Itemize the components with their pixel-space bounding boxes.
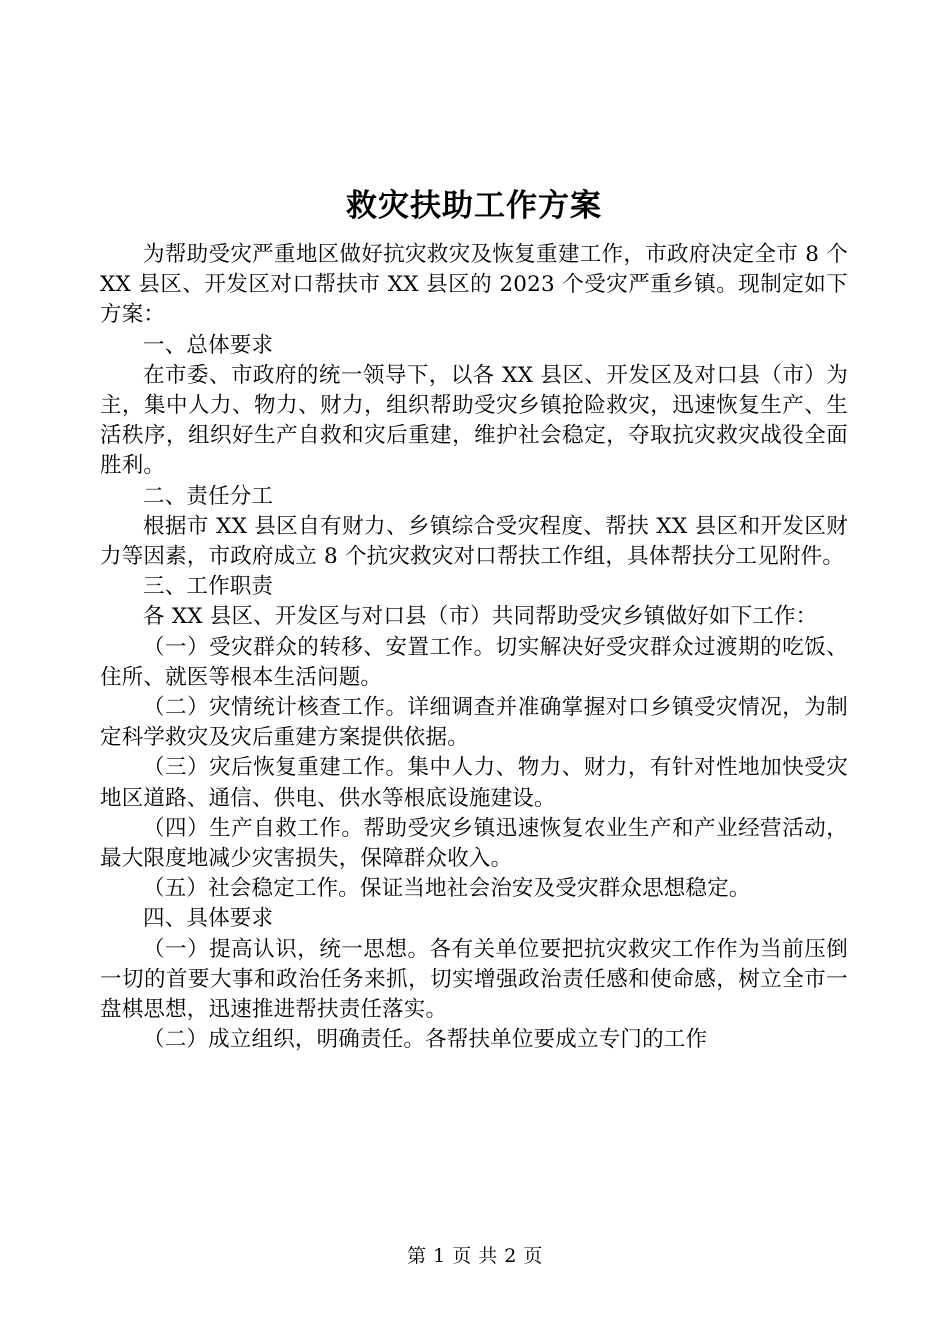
section-heading: 一、总体要求	[143, 332, 274, 358]
body-paragraph: 根据市 XX 县区自有财力、乡镇综合受灾程度、帮扶 XX 县区和开发区财力等因素，市政府成立 8 个抗灾救灾对口帮扶工作组，具体帮扶分工见附件。	[100, 513, 848, 570]
body-paragraph: （三）灾后恢复重建工作。集中人力、物力、财力，有针对性地加快受灾地区道路、通信、供电、供水等根底设施建设。	[100, 755, 848, 811]
page-title: 救灾扶助工作方案	[346, 188, 602, 224]
paragraph-list	[100, 240, 848, 1055]
body-paragraph: （二）灾情统计核查工作。详细调查并准确掌握对口乡镇受灾情况，为制定科学救灾及灾后重建方案提供依据。	[100, 695, 848, 751]
page-footer	[0, 1243, 950, 1269]
body-paragraph: （一）受灾群众的转移、安置工作。切实解决好受灾群众过渡期的吃饭、住所、就医等根本生活问题。	[100, 634, 848, 690]
body-paragraph: （五）社会稳定工作。保证当地社会治安及受灾群众思想稳定。	[143, 876, 751, 902]
body-paragraph: （二）成立组织，明确责任。各帮扶单位要成立专门的工作	[143, 1027, 708, 1053]
body-paragraph: （四）生产自救工作。帮助受灾乡镇迅速恢复农业生产和产业经营活动，最大限度地减少灾害损失，保障群众收入。	[100, 815, 848, 872]
section-heading: 二、责任分工	[143, 483, 274, 509]
body-paragraph: 在市委、市政府的统一领导下，以各 XX 县区、开发区及对口县（市）为主，集中人力、物力、财力，组织帮助受灾乡镇抢险救灾，迅速恢复生产、生活秩序，组织好生产自救和灾后重建，维护社会稳定，夺取抗灾救灾战役全面胜利。	[100, 362, 848, 479]
body-paragraph: （一）提高认识，统一思想。各有关单位要把抗灾救灾工作作为当前压倒一切的首要大事和政治任务来抓，切实增强政治责任感和使命感，树立全市一盘棋思想，迅速推进帮扶责任落实。	[100, 936, 848, 1023]
section-heading: 三、工作职责	[143, 574, 274, 600]
page-number-label: 第 1 页 共 2 页	[407, 1245, 543, 1267]
document-body	[100, 186, 848, 1055]
body-paragraph: 为帮助受灾严重地区做好抗灾救灾及恢复重建工作，市政府决定全市 8 个 XX 县区、开发区对口帮扶市 XX 县区的 2023 个受灾严重乡镇。现制定如下方案：	[100, 242, 848, 328]
body-paragraph: 各 XX 县区、开发区与对口县（市）共同帮助受灾乡镇做好如下工作：	[143, 604, 818, 630]
section-heading: 四、具体要求	[143, 906, 274, 932]
